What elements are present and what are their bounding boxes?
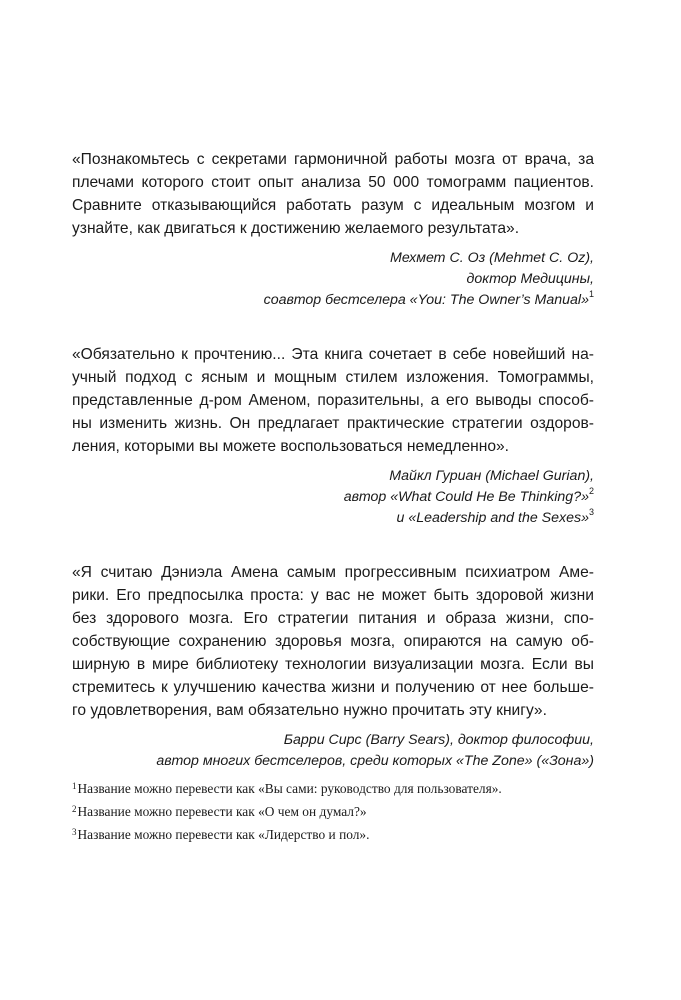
quote-line: ширную в мире библиотеку технологии визуализации мозга. Если вы	[72, 656, 594, 673]
quote-attribution	[72, 466, 594, 529]
footnote-ref[interactable]: 3	[588, 507, 594, 518]
quote-attribution	[72, 730, 594, 772]
quote-block-oz	[72, 148, 594, 311]
attribution-line: автор «What Could He Be Thinking?»$^2$	[343, 486, 594, 505]
quote-line: рики. Его предпосылка проста: у вас не может быть здоровой жизни	[72, 587, 594, 604]
quote-attribution	[72, 248, 594, 311]
footnote-item	[72, 801, 612, 824]
quote-line: ны изменить жизнь. Он предлагает практические стратегии оздоров-	[72, 415, 594, 432]
attribution-line: Майкл Гуриан (Michael Gurian),	[389, 468, 594, 484]
quote-line: «Познакомьтесь с секретами гармоничной работы мозга от врача, за	[72, 151, 594, 168]
quote-line: Сравните отказывающийся работать разум с идеальным мозгом и	[72, 197, 594, 214]
quote-line: плечами которого стоит опыт анализа 50 000 томограмм пациентов.	[72, 174, 594, 191]
quote-line: ления, которыми вы можете воспользоваться немедленно».	[72, 438, 510, 455]
footnote-number: 1	[72, 781, 77, 791]
quote-text	[72, 561, 594, 722]
attribution-line: и «Leadership and the Sexes»$^3$	[396, 507, 594, 526]
attribution-line: Мехмет С. Оз (Mehmet C. Oz),	[390, 250, 594, 266]
quote-line: представленные д-ром Аменом, поразительны, а его выводы способ-	[72, 392, 594, 409]
footnote-text: Название можно перевести как «О чем он думал?»	[77, 804, 367, 819]
quote-line: «Я считаю Дэниэла Амена самым прогрессивным психиатром Аме-	[72, 564, 594, 581]
attribution-line: соавтор бестселера «You: The Owner’s Manual»$^1$	[263, 289, 594, 308]
footnote-text: Название можно перевести как «Лидерство и пол».	[77, 827, 370, 842]
footnote-item	[72, 824, 612, 847]
attribution-line: доктор Медицины,	[466, 271, 594, 287]
quote-text	[72, 148, 594, 240]
attribution-line: Барри Сирс (Barry Sears), доктор философии,	[283, 732, 594, 748]
quote-line: го удовлетворения, вам обязательно нужно прочитать эту книгу».	[72, 702, 547, 719]
footnote-item	[72, 778, 612, 801]
quote-text	[72, 343, 594, 458]
quote-line: без здорового мозга. Его стратегии питания и образа жизни, спо-	[72, 610, 594, 627]
quote-line: узнайте, как двигаться к достижению желаемого результата».	[72, 220, 520, 237]
quote-line: учный подход с ясным и мощным стилем изложения. Томограммы,	[72, 369, 594, 386]
quote-block-gurian	[72, 343, 594, 529]
footnote-text: Название можно перевести как «Вы сами: руководство для пользователя».	[77, 781, 502, 796]
quote-line: «Обязательно к прочтению... Эта книга сочетает в себе новейший на-	[72, 346, 594, 363]
footnote-ref[interactable]: 2	[588, 486, 594, 497]
quote-block-sears	[72, 561, 594, 772]
footnote-ref[interactable]: 1	[588, 289, 594, 300]
quote-line: собствующие сохранению здоровья мозга, опираются на самую об-	[72, 633, 594, 650]
attribution-line: автор многих бестселеров, среди которых «The Zone» («Зона»)	[156, 753, 594, 769]
footnote-number: 3	[72, 827, 77, 837]
page-body	[72, 148, 594, 804]
footnote-number: 2	[72, 804, 77, 814]
quote-line: стремитесь к улучшению качества жизни и получению от нее больше-	[72, 679, 594, 696]
footnotes	[72, 778, 612, 847]
